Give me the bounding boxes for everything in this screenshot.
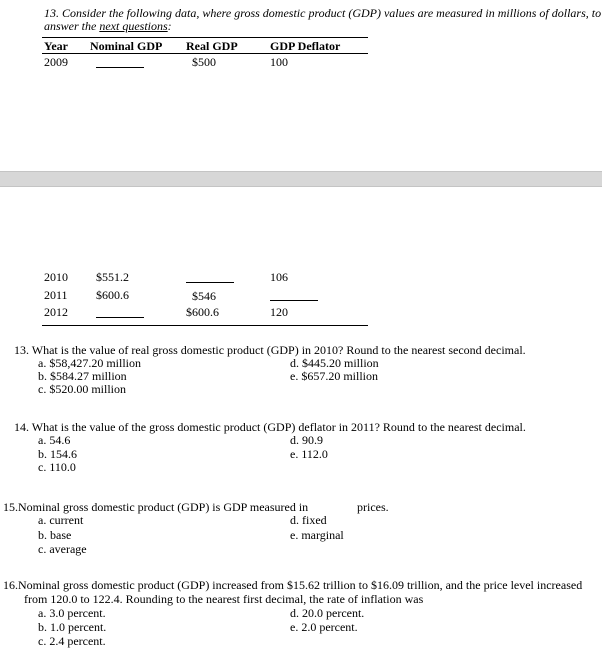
row-2009-nominal-blank	[96, 67, 144, 68]
row-2012-nominal-blank	[96, 317, 144, 318]
header-nominal-gdp: Nominal GDP	[90, 39, 163, 53]
q16-stem-line-1: 16.Nominal gross domestic product (GDP) increased from $15.62 trillion to $16.09 trillion, and the price level increased	[3, 578, 583, 592]
table-header-rule	[42, 53, 368, 54]
row-2012-year: 2012	[44, 305, 68, 319]
row-2011-deflator-blank	[270, 300, 318, 301]
q16-option-a: a. 3.0 percent.	[38, 606, 106, 620]
row-2012-real: $600.6	[186, 305, 219, 319]
row-2011-real: $546	[192, 289, 216, 303]
intro-text: answer the	[44, 19, 100, 33]
q16-stem-line-2: from 120.0 to 122.4. Rounding to the nearest first decimal, the rate of inflation was	[24, 592, 424, 606]
header-gdp-deflator: GDP Deflator	[270, 39, 341, 53]
table-top-rule	[42, 37, 368, 38]
q13-option-d: d. $445.20 million	[290, 356, 379, 370]
q13-option-e: e. $657.20 million	[290, 369, 378, 383]
row-2009-deflator: 100	[270, 55, 288, 69]
row-2011-nominal: $600.6	[96, 288, 129, 302]
q13-option-a: a. $58,427.20 million	[38, 356, 141, 370]
row-2010-real-blank	[186, 282, 234, 283]
row-2011-year: 2011	[44, 288, 68, 302]
header-year: Year	[44, 39, 68, 53]
intro-line-2	[44, 19, 172, 34]
row-2009-real: $500	[192, 55, 216, 69]
q14-option-b: b. 154.6	[38, 447, 77, 461]
q15-option-b: b. base	[38, 528, 72, 542]
q13-option-b: b. $584.27 million	[38, 369, 127, 383]
intro-colon: :	[167, 19, 172, 33]
q13-stem: 13. What is the value of real gross domestic product (GDP) in 2010? Round to the nearest second decimal.	[14, 343, 526, 357]
q14-option-e: e. 112.0	[290, 447, 328, 461]
q15-stem-tail: prices.	[357, 500, 389, 514]
row-2010-year: 2010	[44, 270, 68, 284]
q15-option-a: a. current	[38, 513, 84, 527]
q14-option-d: d. 90.9	[290, 433, 323, 447]
intro-line-1: 13. Consider the following data, where gross domestic product (GDP) values are measured in millions of dollars, to	[44, 6, 602, 20]
intro-link-text: next questions	[99, 19, 168, 33]
q14-stem: 14. What is the value of the gross domestic product (GDP) deflator in 2011? Round to the nearest decimal.	[14, 420, 526, 434]
table-bottom-rule	[42, 325, 368, 326]
row-2010-nominal: $551.2	[96, 270, 129, 284]
row-2010-deflator: 106	[270, 270, 288, 284]
q13-option-c: c. $520.00 million	[38, 382, 126, 396]
q16-option-e: e. 2.0 percent.	[290, 620, 358, 634]
q15-option-d: d. fixed	[290, 513, 327, 527]
page-break-band	[0, 171, 602, 187]
q15-option-e: e. marginal	[290, 528, 344, 542]
q14-option-a: a. 54.6	[38, 433, 71, 447]
header-real-gdp: Real GDP	[186, 39, 238, 53]
q16-option-d: d. 20.0 percent.	[290, 606, 365, 620]
q16-option-c: c. 2.4 percent.	[38, 634, 106, 648]
row-2012-deflator: 120	[270, 305, 288, 319]
q15-option-c: c. average	[38, 542, 87, 556]
row-2009-year: 2009	[44, 55, 68, 69]
q16-option-b: b. 1.0 percent.	[38, 620, 107, 634]
q14-option-c: c. 110.0	[38, 460, 76, 474]
q15-stem: 15.Nominal gross domestic product (GDP) is GDP measured in	[3, 500, 309, 514]
